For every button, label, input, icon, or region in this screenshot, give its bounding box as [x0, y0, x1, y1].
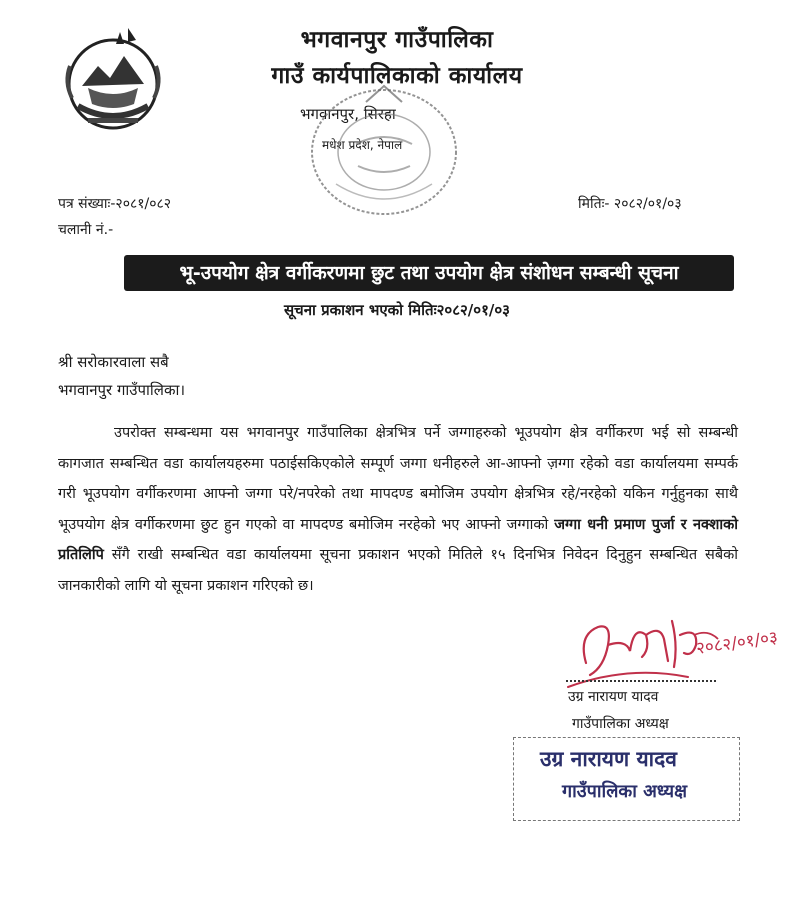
office-round-stamp — [296, 74, 472, 224]
signatory-designation: गाउँपालिका अध्यक्ष — [572, 716, 669, 732]
letter-date: मितिः- २०८२/०१/०३ — [578, 196, 682, 212]
office-name: भगवानपुर गाउँपालिका — [300, 27, 494, 53]
signature-line — [566, 680, 716, 682]
recipient-line-1: श्री सरोकारवाला सबै — [58, 353, 169, 371]
seal-name: उग्र नारायण यादव — [540, 747, 677, 771]
seal-designation: गाउँपालिका अध्यक्ष — [562, 781, 688, 802]
office-province: मधेश प्रदेश, नेपाल — [322, 138, 403, 152]
notice-title-banner: भू-उपयोग क्षेत्र वर्गीकरणमा छुट तथा उपयोग क्षेत्र संशोधन सम्बन्धी सूचना — [124, 255, 734, 291]
recipient-line-2: भगवानपुर गाउँपालिका। — [58, 381, 186, 399]
office-subtitle: गाउँ कार्यपालिकाको कार्यालय — [271, 63, 523, 89]
notice-published-date: सूचना प्रकाशन भएको मितिः२०८२/०१/०३ — [284, 301, 510, 319]
signature-date: २०८२/०१/०३ — [694, 627, 780, 659]
signatory-name: उग्र नारायण यादव — [568, 689, 659, 705]
body-text-part-2: सँगै राखी सम्बन्धित वडा कार्यालयमा सूचना प्रकाशन भएको मितिले १५ दिनभित्र निवेदन दिनुहुन सम्बन्धित सबैको जानकारीको लागि यो सूचना प्रकाशन गरिएको छ। — [58, 547, 739, 594]
notice-body — [58, 418, 738, 601]
office-location: भगवानपुर, सिरहा — [300, 105, 396, 123]
body-text-bold: जग्गा धनी प्रमाण पुर्जा र नक्शाको प्रतिलिपि — [58, 516, 739, 563]
body-text-part-1: उपरोक्त सम्बन्धमा यस भगवानपुर गाउँपालिका क्षेत्रभित्र पर्ने जग्गाहरुको भूउपयोग क्षेत्र वर्गीकरण भई सो सम्बन्धी कागजात सम्बन्धित वडा कार्यालयहरुमा पठाईसकिएकोले सम्पूर्ण जग्गा धनीहरुले आ-आफ्नो ज़ग्गा रहेको वडा कार्यालयमा सम्पर्क गरी भूउपयोग वर्गीकरणमा आफ्नो जग्गा परे/नपरेको तथा मापदण्ड बमोजिम उपयोग क्षेत्रभित्र रहे/नरहेको यकिन गर्नुहुनका साथै भूउपयोग क्षेत्र वर्गीकरणमा छुट हुन गएको वा मापदण्ड बमोजिम नरहेको भए आफ्नो जग्गाको — [58, 425, 738, 533]
reference-number: पत्र संख्याः-२०८१/०८२ — [58, 196, 172, 212]
dispatch-number: चलानी नं.- — [58, 222, 114, 238]
